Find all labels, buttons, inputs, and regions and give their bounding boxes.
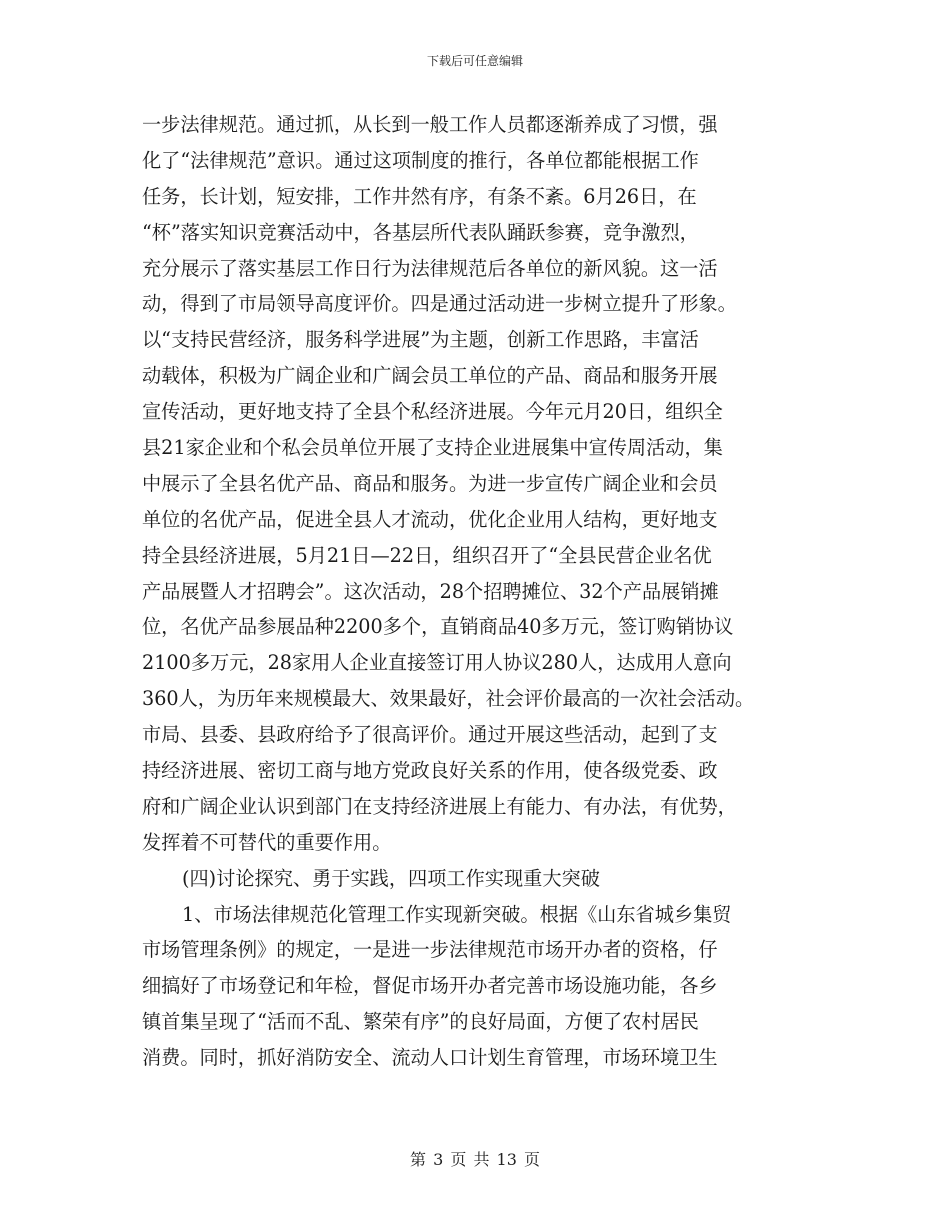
- text-line: 位，名优产品参展品种2200多个，直销商品40多万元，签订购销协议: [142, 615, 734, 639]
- text-line: 单位的名优产品，促进全县人才流动，优化企业用人结构，更好地支: [142, 507, 718, 531]
- document-body: [142, 107, 832, 1076]
- text-line: 动载体，积极为广阔企业和广阔会员工单位的产品、商品和服务开展: [142, 364, 718, 388]
- text-line: 县21家企业和个私会员单位开展了支持企业进展集中宣传周活动，集: [142, 436, 723, 460]
- page-header: 下载后可任意编辑: [426, 54, 523, 68]
- text-line: “杯”落实知识竞赛活动中，各基层所代表队踊跃参赛，竞争激烈，: [142, 220, 699, 244]
- text-line: 镇首集呈现了“活而不乱、繁荣有序”的良好局面，方便了农村居民: [142, 1010, 699, 1034]
- text-line: 发挥着不可替代的重要作用。: [142, 830, 392, 854]
- text-line: 1、市场法律规范化管理工作实现新突破。根据《山东省城乡集贸: [182, 902, 732, 926]
- text-line: 市局、县委、县政府给予了很高评价。通过开展这些活动，起到了支: [142, 723, 718, 747]
- text-line: 充分展示了落实基层工作日行为法律规范后各单位的新风貌。这一活: [142, 256, 718, 280]
- page-number: 第 3 页 共 13 页: [410, 1150, 540, 1169]
- text-line: 以“支持民营经济，服务科学进展”为主题，创新工作思路，丰富活: [142, 328, 699, 352]
- text-line: 持经济进展、密切工商与地方党政良好关系的作用，使各级党委、政: [142, 759, 718, 783]
- text-line: 宣传活动，更好地支持了全县个私经济进展。今年元月20日，组织全: [142, 400, 723, 424]
- text-line: 市场管理条例》的规定，一是进一步法律规范市场开办者的资格，仔: [142, 938, 718, 962]
- text-line: 化了“法律规范”意识。通过这项制度的推行，各单位都能根据工作: [142, 148, 699, 172]
- text-line: 中展示了全县名优产品、商品和服务。为进一步宣传广阔企业和会员: [142, 471, 718, 495]
- text-line: 任务，长计划，短安排，工作井然有序，有条不紊。6月26日，在: [142, 184, 697, 208]
- text-line: 一步法律规范。通过抓，从长到一般工作人员都逐渐养成了习惯，强: [142, 113, 718, 136]
- text-line: 360人，为历年来规模最大、效果最好，社会评价最高的一次社会活动。: [142, 687, 755, 711]
- text-line: 细搞好了市场登记和年检，督促市场开办者完善市场设施功能，各乡: [142, 974, 718, 998]
- text-line: 消费。同时，抓好消防安全、流动人口计划生育管理，市场环境卫生: [142, 1046, 718, 1070]
- text-line: 产品展暨人才招聘会”。这次活动，28个招聘摊位、32个产品展销摊: [142, 579, 719, 603]
- text-line: 持全县经济进展，5月21日—22日，组织召开了“全县民营企业名优: [142, 543, 712, 567]
- section-heading: (四)讨论探究、勇于实践，四项工作实现重大突破: [182, 866, 600, 890]
- text-line: 2100多万元，28家用人企业直接签订用人协议280人，达成用人意向: [142, 651, 732, 675]
- text-line: 动，得到了市局领导高度评价。四是通过活动进一步树立提升了形象。: [142, 292, 737, 316]
- text-line: 府和广阔企业认识到部门在支持经济进展上有能力、有办法，有优势，: [142, 794, 737, 818]
